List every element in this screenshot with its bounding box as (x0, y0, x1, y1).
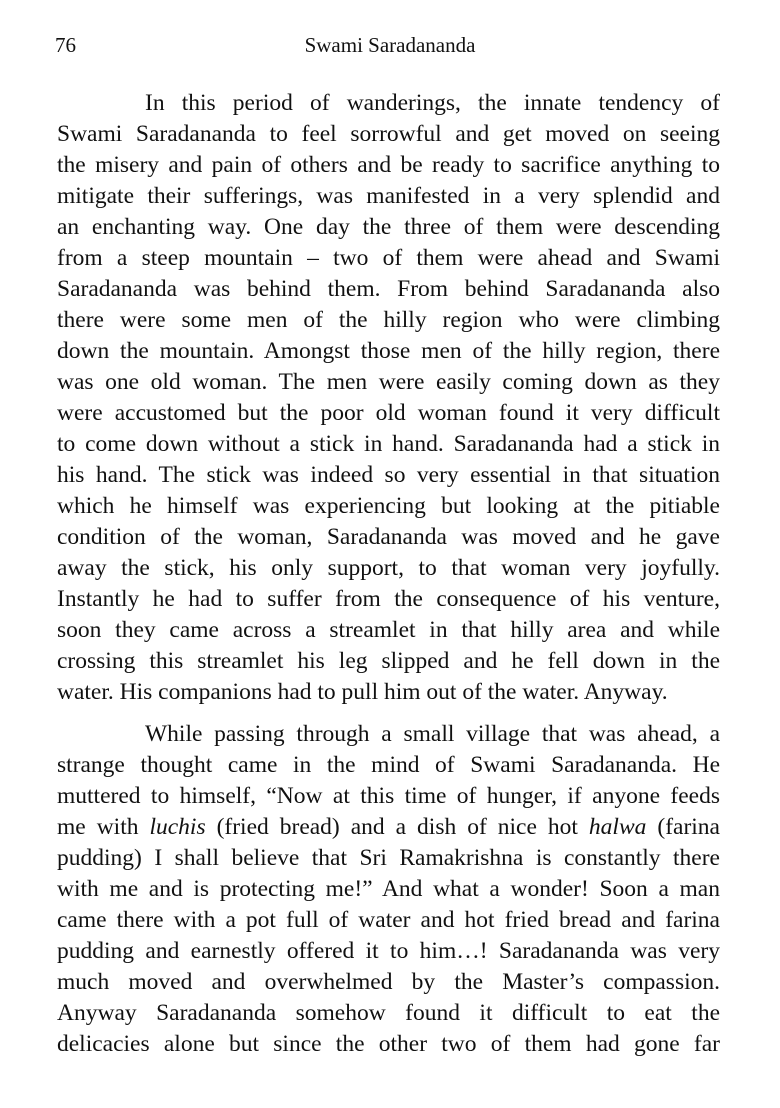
page-number: 76 (55, 33, 76, 57)
text-line: mitigate their sufferings, was manifested in a very splendid and (57, 183, 720, 209)
text-line: muttered to himself, “Now at this time of hunger, if anyone feeds (57, 783, 720, 809)
text-line: Anyway Saradananda somehow found it difficult to eat the (57, 1000, 720, 1026)
text-line: pudding and earnestly offered it to him…! Saradananda was very (57, 938, 720, 964)
page-body (57, 88, 720, 1060)
paragraph (57, 719, 720, 1060)
text-line: crossing this streamlet his leg slipped and he fell down in the (57, 648, 720, 674)
line-segment: me with (57, 814, 150, 840)
text-line: strange thought came in the mind of Swami Saradananda. He (57, 752, 720, 778)
text-line: there were some men of the hilly region who were climbing (57, 307, 720, 333)
text-line: delicacies alone but since the other two of them had gone far (57, 1031, 720, 1057)
text-line: water. His companions had to pull him out of the water. Anyway. (57, 679, 668, 705)
text-line: the misery and pain of others and be ready to sacrifice anything to (57, 152, 720, 178)
text-line: In this period of wanderings, the innate tendency of (145, 90, 720, 116)
text-line: to come down without a stick in hand. Saradananda had a stick in (57, 431, 720, 457)
text-line: While passing through a small village that was ahead, a (145, 721, 720, 747)
text-line: came there with a pot full of water and hot fried bread and farina (57, 907, 720, 933)
text-line: soon they came across a streamlet in that hilly area and while (57, 617, 720, 643)
text-line: an enchanting way. One day the three of them were descending (57, 214, 720, 240)
page-header (0, 30, 780, 60)
text-line: Saradananda was behind them. From behind Saradananda also (57, 276, 720, 302)
line-segment: (fried bread) and a dish of nice hot (205, 814, 589, 840)
text-line: which he himself was experiencing but looking at the pitiable (57, 493, 720, 519)
text-line: down the mountain. Amongst those men of the hilly region, there (57, 338, 720, 364)
paragraph-spacer (57, 708, 720, 719)
text-line: Swami Saradananda to feel sorrowful and get moved on seeing (57, 121, 720, 147)
line-segment: (farina (646, 814, 720, 840)
text-line: away the stick, his only support, to that woman very joyfully. (57, 555, 720, 581)
text-line: his hand. The stick was indeed so very essential in that situation (57, 462, 720, 488)
text-line: from a steep mountain – two of them were ahead and Swami (57, 245, 720, 271)
text-line: much moved and overwhelmed by the Master’s compassion. (57, 969, 720, 995)
text-line: condition of the woman, Saradananda was moved and he gave (57, 524, 720, 550)
text-line: Instantly he had to suffer from the consequence of his venture, (57, 586, 720, 612)
italic-term-halwa: halwa (588, 814, 647, 840)
text-line-with-italics (57, 812, 720, 843)
text-line: with me and is protecting me!” And what a wonder! Soon a man (57, 876, 720, 902)
text-line: pudding) I shall believe that Sri Ramakrishna is constantly there (57, 845, 720, 871)
text-line: were accustomed but the poor old woman found it very difficult (57, 400, 720, 426)
paragraph (57, 88, 720, 708)
italic-term-luchis: luchis (149, 814, 206, 840)
running-title: Swami Saradananda (304, 33, 476, 57)
text-line: was one old woman. The men were easily coming down as they (57, 369, 720, 395)
